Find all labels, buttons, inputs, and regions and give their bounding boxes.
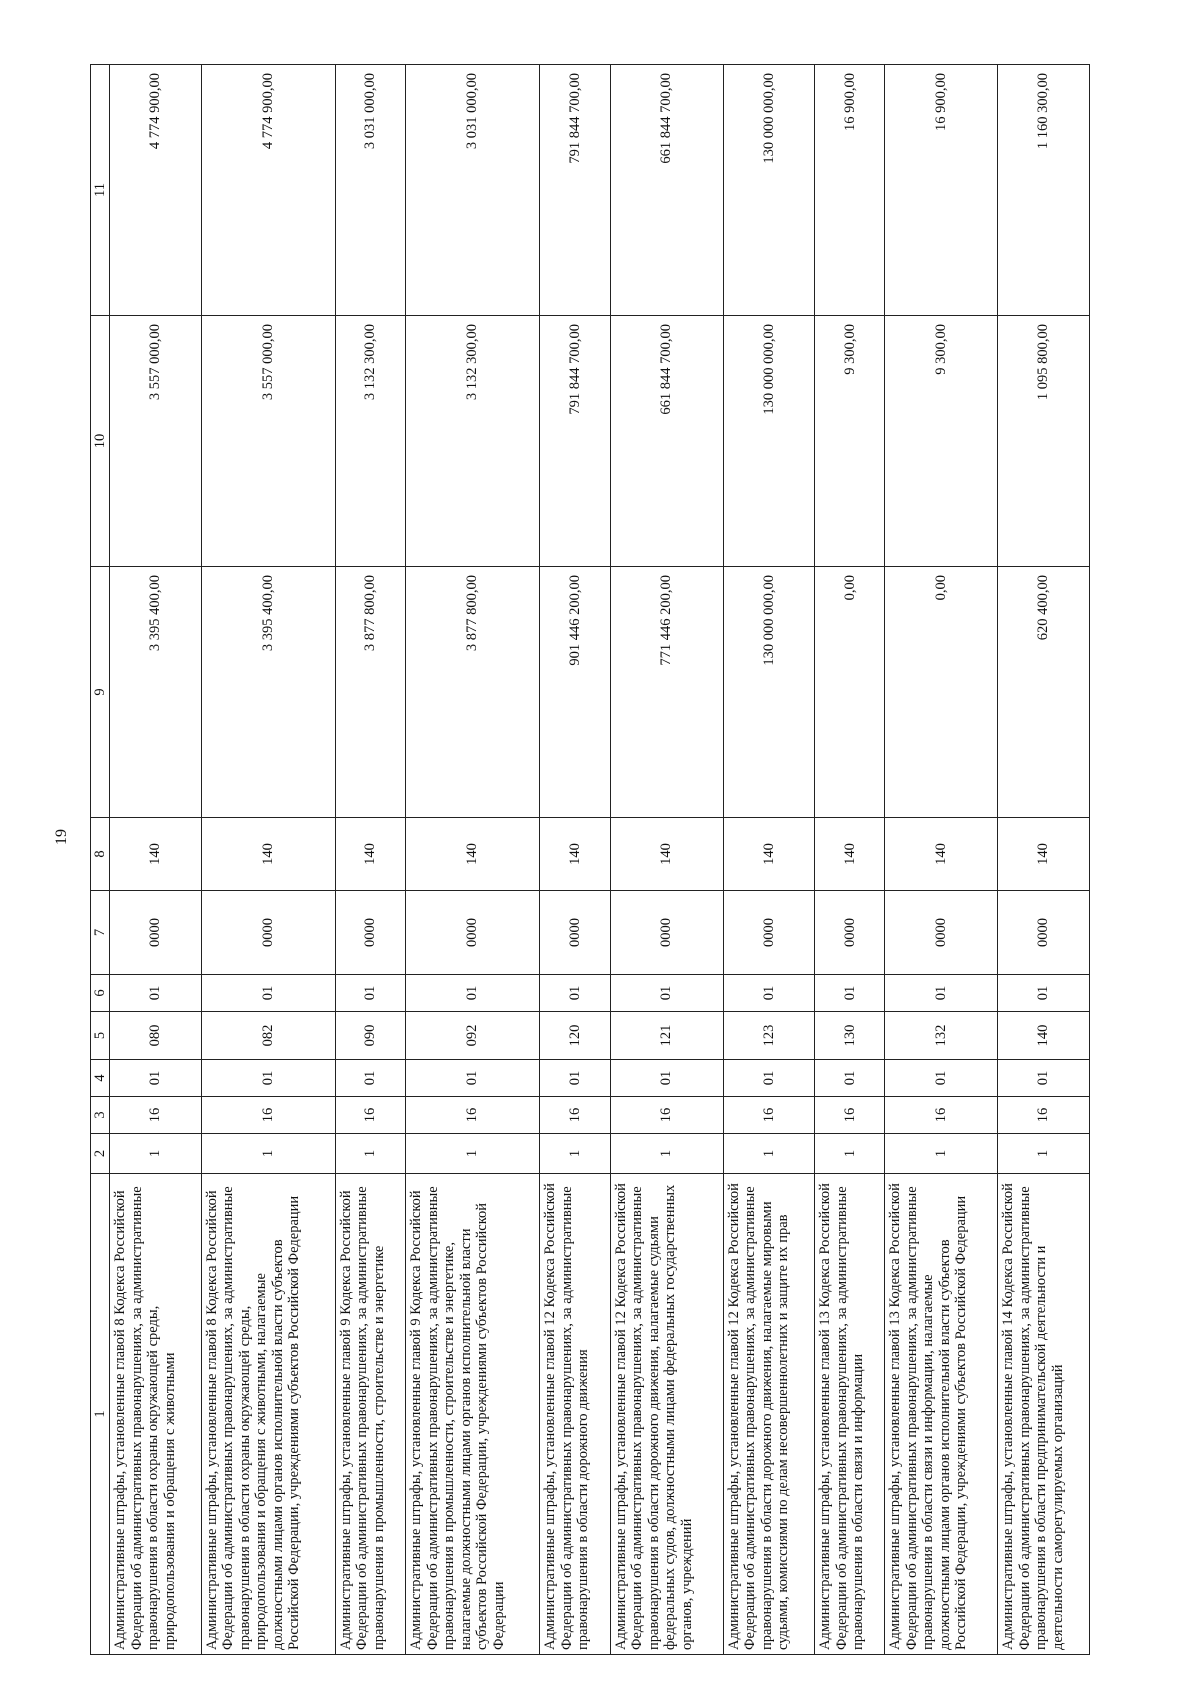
cell-col7: 0000 xyxy=(540,891,610,975)
cell-col7: 0000 xyxy=(201,891,335,975)
cell-col9: 771 446 200,00 xyxy=(610,567,723,818)
cell-col7: 0000 xyxy=(815,891,885,975)
cell-col3: 16 xyxy=(201,1097,335,1134)
cell-col3: 16 xyxy=(610,1097,723,1134)
cell-col2: 1 xyxy=(885,1134,998,1174)
cell-col5: 130 xyxy=(815,1012,885,1060)
col-header-10: 10 xyxy=(91,316,110,567)
cell-col9: 0,00 xyxy=(885,567,998,818)
col-header-8: 8 xyxy=(91,818,110,891)
cell-col5: 123 xyxy=(723,1012,815,1060)
cell-col4: 01 xyxy=(885,1060,998,1097)
cell-col10: 791 844 700,00 xyxy=(540,316,610,567)
cell-col9: 3 877 800,00 xyxy=(406,567,540,818)
cell-col6: 01 xyxy=(998,975,1090,1012)
cell-col8: 140 xyxy=(723,818,815,891)
cell-col3: 16 xyxy=(723,1097,815,1134)
cell-col5: 140 xyxy=(998,1012,1090,1060)
cell-col11: 791 844 700,00 xyxy=(540,65,610,316)
cell-col6: 01 xyxy=(201,975,335,1012)
cell-col6: 01 xyxy=(723,975,815,1012)
table-row xyxy=(723,65,815,1655)
row-description: Административные штрафы, установленные главой 14 Кодекса Российской Федерации об административных правонарушениях, за административные правонарушения в области предпринимательской деятельности и деятельности саморегулируемых организаций xyxy=(998,1174,1090,1655)
cell-col6: 01 xyxy=(885,975,998,1012)
cell-col11: 16 900,00 xyxy=(815,65,885,316)
cell-col10: 9 300,00 xyxy=(885,316,998,567)
cell-col8: 140 xyxy=(201,818,335,891)
cell-col3: 16 xyxy=(815,1097,885,1134)
cell-col9: 620 400,00 xyxy=(998,567,1090,818)
cell-col7: 0000 xyxy=(406,891,540,975)
cell-col10: 1 095 800,00 xyxy=(998,316,1090,567)
col-header-5: 5 xyxy=(91,1012,110,1060)
cell-col11: 1 160 300,00 xyxy=(998,65,1090,316)
cell-col3: 16 xyxy=(540,1097,610,1134)
cell-col11: 4 774 900,00 xyxy=(201,65,335,316)
table-row xyxy=(998,65,1090,1655)
col-header-2: 2 xyxy=(91,1134,110,1174)
col-header-9: 9 xyxy=(91,567,110,818)
row-description: Административные штрафы, установленные главой 8 Кодекса Российской Федерации об административных правонарушениях, за административные правонарушения в области охраны окружающей среды, природопользования и обращения с животными, налагаемые должностными лицами органов исполнительной власти субъектов Российской Федерации, учреждениями субъектов Российской Федерации xyxy=(201,1174,335,1655)
cell-col2: 1 xyxy=(815,1134,885,1174)
cell-col4: 01 xyxy=(201,1060,335,1097)
cell-col8: 140 xyxy=(885,818,998,891)
cell-col7: 0000 xyxy=(335,891,405,975)
cell-col8: 140 xyxy=(110,818,202,891)
cell-col9: 3 395 400,00 xyxy=(201,567,335,818)
cell-col9: 3 877 800,00 xyxy=(335,567,405,818)
col-header-3: 3 xyxy=(91,1097,110,1134)
cell-col5: 090 xyxy=(335,1012,405,1060)
cell-col6: 01 xyxy=(406,975,540,1012)
row-description: Административные штрафы, установленные главой 13 Кодекса Российской Федерации об административных правонарушениях, за административные правонарушения в области связи и информации xyxy=(815,1174,885,1655)
cell-col3: 16 xyxy=(406,1097,540,1134)
cell-col11: 130 000 000,00 xyxy=(723,65,815,316)
cell-col6: 01 xyxy=(540,975,610,1012)
cell-col4: 01 xyxy=(610,1060,723,1097)
cell-col9: 3 395 400,00 xyxy=(110,567,202,818)
cell-col8: 140 xyxy=(610,818,723,891)
cell-col9: 0,00 xyxy=(815,567,885,818)
col-header-11: 11 xyxy=(91,65,110,316)
row-description: Административные штрафы, установленные главой 9 Кодекса Российской Федерации об административных правонарушениях, за административные правонарушения в промышленности, строительстве и энергетике xyxy=(335,1174,405,1655)
cell-col6: 01 xyxy=(815,975,885,1012)
col-header-4: 4 xyxy=(91,1060,110,1097)
cell-col5: 120 xyxy=(540,1012,610,1060)
col-header-7: 7 xyxy=(91,891,110,975)
table-row xyxy=(610,65,723,1655)
cell-col11: 3 031 000,00 xyxy=(335,65,405,316)
row-description: Административные штрафы, установленные главой 12 Кодекса Российской Федерации об административных правонарушениях, за административные правонарушения в области дорожного движения, налагаемые мировыми судьями, комиссиями по делам несовершеннолетних и защите их прав xyxy=(723,1174,815,1655)
cell-col5: 092 xyxy=(406,1012,540,1060)
cell-col2: 1 xyxy=(998,1134,1090,1174)
cell-col4: 01 xyxy=(540,1060,610,1097)
table-row xyxy=(110,65,202,1655)
cell-col3: 16 xyxy=(110,1097,202,1134)
cell-col4: 01 xyxy=(335,1060,405,1097)
table-row xyxy=(201,65,335,1655)
cell-col10: 3 132 300,00 xyxy=(335,316,405,567)
cell-col7: 0000 xyxy=(110,891,202,975)
cell-col7: 0000 xyxy=(610,891,723,975)
cell-col11: 3 031 000,00 xyxy=(406,65,540,316)
cell-col2: 1 xyxy=(610,1134,723,1174)
cell-col2: 1 xyxy=(110,1134,202,1174)
col-header-1: 1 xyxy=(91,1174,110,1655)
cell-col2: 1 xyxy=(335,1134,405,1174)
row-description: Административные штрафы, установленные главой 9 Кодекса Российской Федерации об административных правонарушениях, за административные правонарушения в промышленности, строительстве и энергетике, налагаемые должностными лицами органов исполнительной власти субъектов Российской Федерации, учреждениями субъектов Российской Федерации xyxy=(406,1174,540,1655)
cell-col7: 0000 xyxy=(885,891,998,975)
table-row xyxy=(335,65,405,1655)
cell-col6: 01 xyxy=(110,975,202,1012)
col-header-6: 6 xyxy=(91,975,110,1012)
cell-col4: 01 xyxy=(406,1060,540,1097)
table-row xyxy=(885,65,998,1655)
cell-col11: 4 774 900,00 xyxy=(110,65,202,316)
cell-col10: 9 300,00 xyxy=(815,316,885,567)
cell-col11: 661 844 700,00 xyxy=(610,65,723,316)
cell-col5: 132 xyxy=(885,1012,998,1060)
cell-col8: 140 xyxy=(540,818,610,891)
cell-col3: 16 xyxy=(998,1097,1090,1134)
page-number: 19 xyxy=(53,829,70,845)
cell-col8: 140 xyxy=(998,818,1090,891)
cell-col8: 140 xyxy=(406,818,540,891)
cell-col10: 661 844 700,00 xyxy=(610,316,723,567)
cell-col6: 01 xyxy=(335,975,405,1012)
cell-col2: 1 xyxy=(540,1134,610,1174)
cell-col8: 140 xyxy=(815,818,885,891)
rotated-table-container xyxy=(90,65,1090,1655)
cell-col8: 140 xyxy=(335,818,405,891)
cell-col9: 130 000 000,00 xyxy=(723,567,815,818)
revenue-table xyxy=(90,64,1090,1655)
cell-col9: 901 446 200,00 xyxy=(540,567,610,818)
row-description: Административные штрафы, установленные главой 12 Кодекса Российской Федерации об административных правонарушениях, за административные правонарушения в области дорожного движения, налагаемые судьями федеральных судов, должностными лицами федеральных государственных органов, учреждений xyxy=(610,1174,723,1655)
cell-col4: 01 xyxy=(998,1060,1090,1097)
cell-col5: 080 xyxy=(110,1012,202,1060)
header-row xyxy=(91,65,110,1655)
table-row xyxy=(540,65,610,1655)
cell-col10: 3 132 300,00 xyxy=(406,316,540,567)
cell-col5: 082 xyxy=(201,1012,335,1060)
cell-col10: 130 000 000,00 xyxy=(723,316,815,567)
cell-col10: 3 557 000,00 xyxy=(110,316,202,567)
cell-col3: 16 xyxy=(335,1097,405,1134)
cell-col2: 1 xyxy=(406,1134,540,1174)
table-row xyxy=(406,65,540,1655)
cell-col4: 01 xyxy=(110,1060,202,1097)
cell-col3: 16 xyxy=(885,1097,998,1134)
row-description: Административные штрафы, установленные главой 8 Кодекса Российской Федерации об административных правонарушениях, за административные правонарушения в области охраны окружающей среды, природопользования и обращения с животными xyxy=(110,1174,202,1655)
cell-col2: 1 xyxy=(201,1134,335,1174)
cell-col5: 121 xyxy=(610,1012,723,1060)
cell-col4: 01 xyxy=(723,1060,815,1097)
row-description: Административные штрафы, установленные главой 12 Кодекса Российской Федерации об административных правонарушениях, за административные правонарушения в области дорожного движения xyxy=(540,1174,610,1655)
cell-col2: 1 xyxy=(723,1134,815,1174)
cell-col6: 01 xyxy=(610,975,723,1012)
table-row xyxy=(815,65,885,1655)
cell-col7: 0000 xyxy=(998,891,1090,975)
cell-col4: 01 xyxy=(815,1060,885,1097)
cell-col10: 3 557 000,00 xyxy=(201,316,335,567)
row-description: Административные штрафы, установленные главой 13 Кодекса Российской Федерации об административных правонарушениях, за административные правонарушения в области связи и информации, налагаемые должностными лицами органов исполнительной власти субъектов Российской Федерации, учреждениями субъектов Российской Федерации xyxy=(885,1174,998,1655)
cell-col11: 16 900,00 xyxy=(885,65,998,316)
cell-col7: 0000 xyxy=(723,891,815,975)
